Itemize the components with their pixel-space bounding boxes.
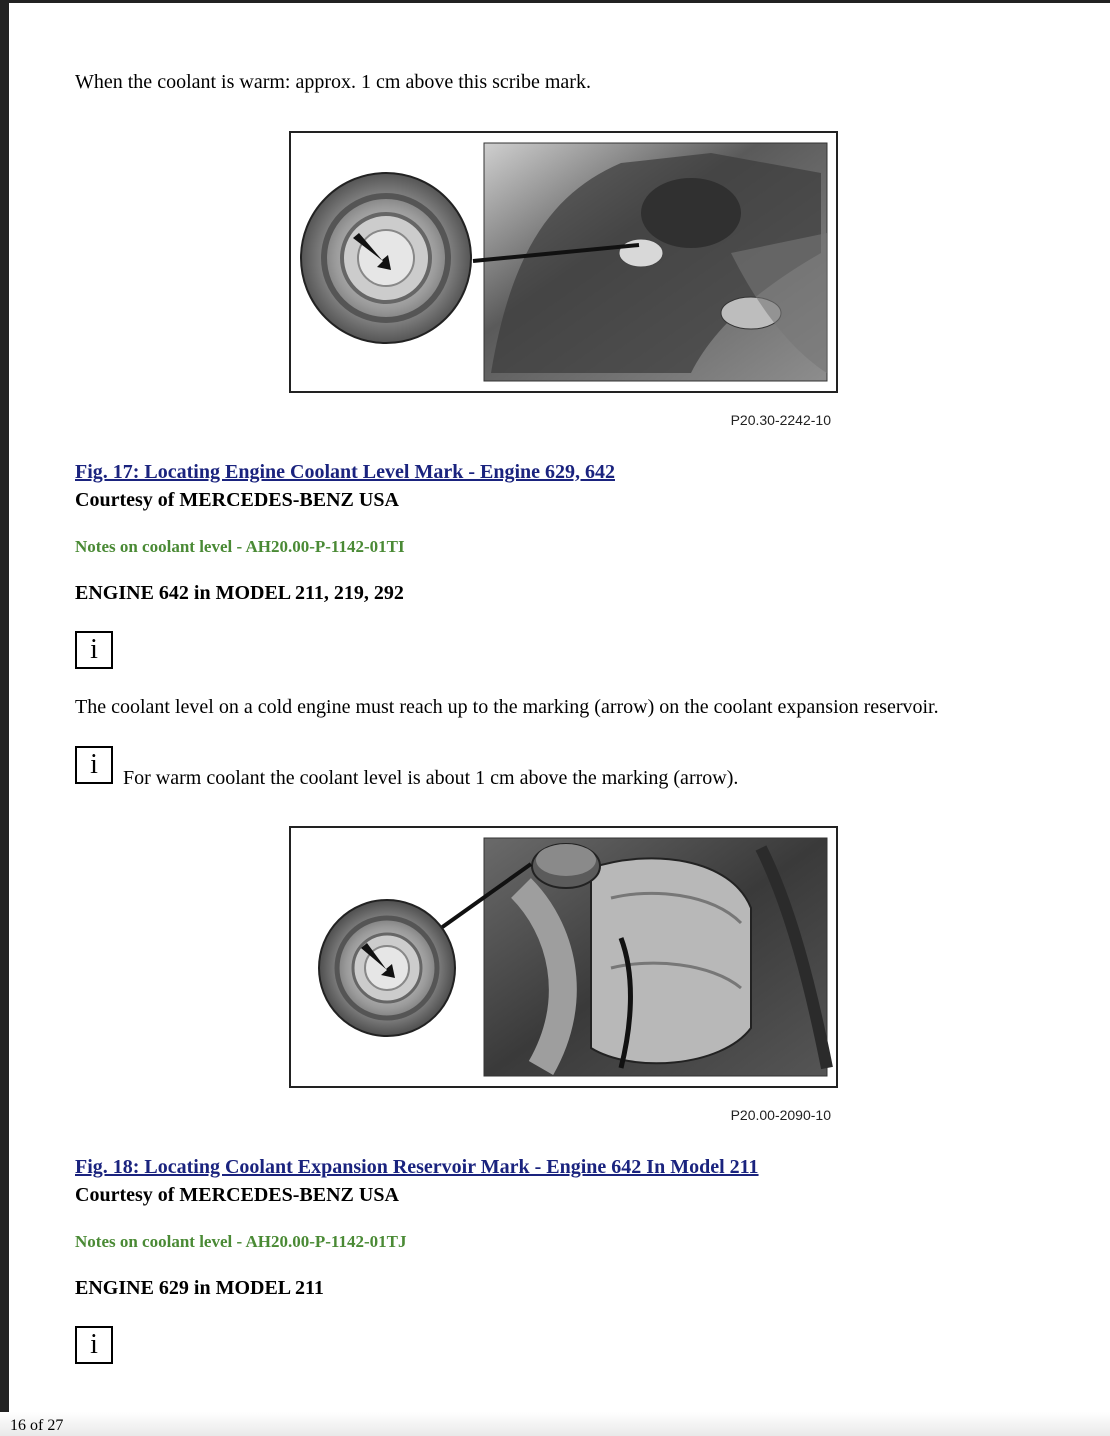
figure-17-code: P20.30-2242-10 (730, 412, 831, 428)
heading-engine-629: ENGINE 629 in MODEL 211 (75, 1277, 324, 1299)
reservoir-illustration (291, 828, 836, 1086)
figure-18-code: P20.00-2090-10 (730, 1107, 831, 1123)
heading-engine-642: ENGINE 642 in MODEL 211, 219, 292 (75, 582, 404, 604)
info-icon: i (75, 746, 113, 784)
paragraph-cold-engine: The coolant level on a cold engine must reach up to the marking (arrow) on the coolant expansion reservoir. (75, 696, 939, 718)
window-left-edge (0, 0, 9, 1436)
figure-17-courtesy: Courtesy of MERCEDES-BENZ USA (75, 489, 399, 511)
paragraph-warm-coolant: For warm coolant the coolant level is about 1 cm above the marking (arrow). (123, 767, 739, 789)
page-indicator: 16 of 27 (10, 1417, 64, 1434)
figure-18-courtesy: Courtesy of MERCEDES-BENZ USA (75, 1184, 399, 1206)
page-footer-bar (0, 1412, 1110, 1436)
figure-17-image (289, 131, 838, 393)
note-coolant-level-1: Notes on coolant level - AH20.00-P-1142-01TI (75, 537, 405, 556)
figure-17-caption-link[interactable]: Fig. 17: Locating Engine Coolant Level Mark - Engine 629, 642 (75, 461, 615, 483)
figure-18-image (289, 826, 838, 1088)
window-top-edge (0, 0, 1110, 3)
intro-text: When the coolant is warm: approx. 1 cm above this scribe mark. (75, 71, 591, 93)
figure-18-caption-link[interactable]: Fig. 18: Locating Coolant Expansion Reservoir Mark - Engine 642 In Model 211 (75, 1156, 759, 1178)
engine-bay-illustration (291, 133, 836, 391)
note-coolant-level-2: Notes on coolant level - AH20.00-P-1142-01TJ (75, 1232, 407, 1251)
info-icon: i (75, 631, 113, 669)
info-icon: i (75, 1326, 113, 1364)
